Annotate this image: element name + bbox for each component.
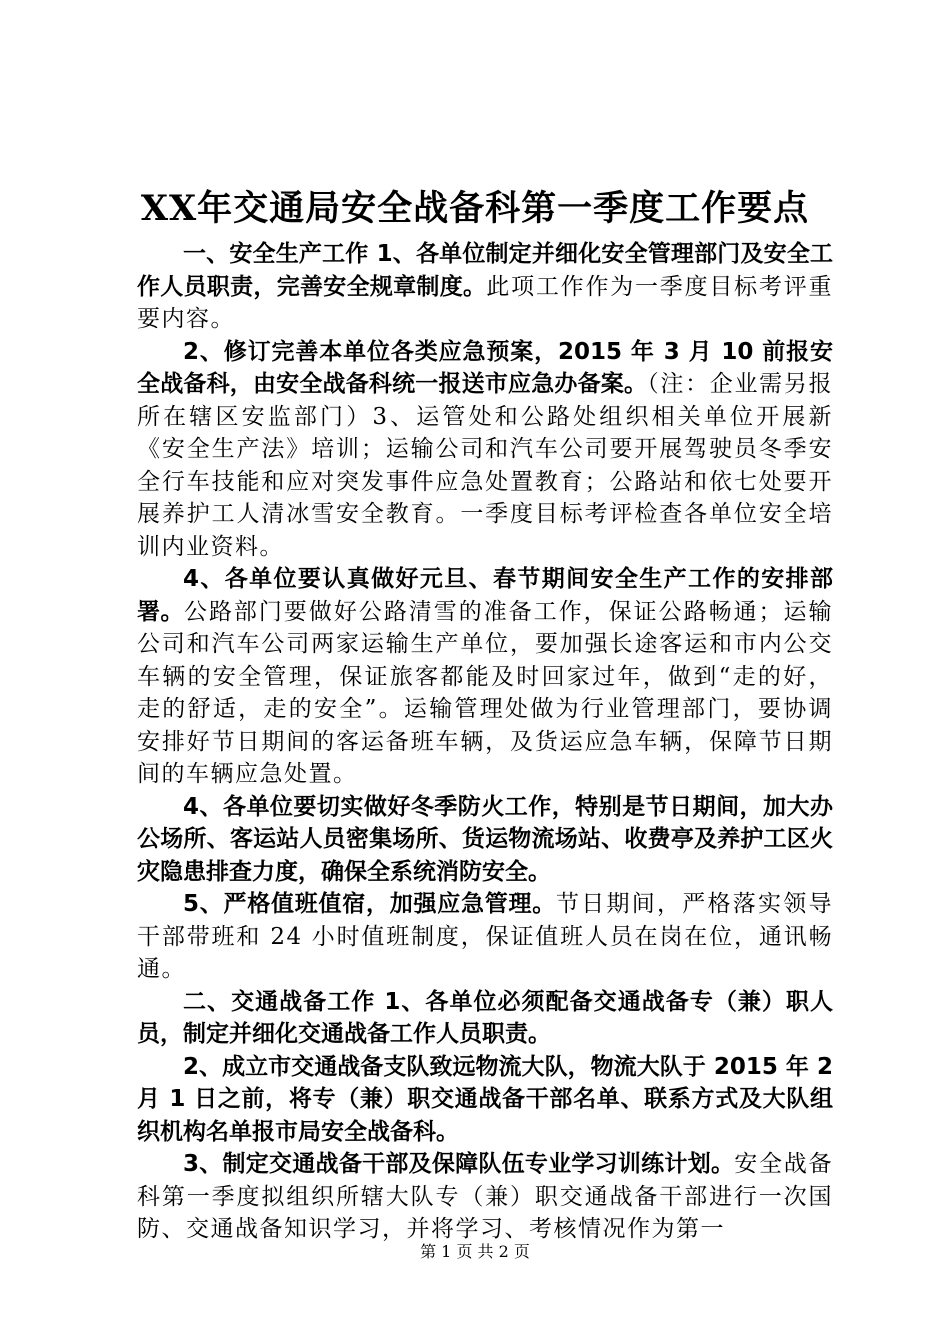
page-footer: 第 1 页 共 2 页: [420, 1242, 530, 1261]
paragraph-normal-text: 安全战备科第一季度拟组织所辖大队专（兼）职交通战备干部进行一次国防、交通战备知识学习，并将学习、考核情况作为第一: [137, 1151, 833, 1242]
paragraph-normal-text: 公路部门要做好公路清雪的准备工作，保证公路畅通；运输公司和汽车公司两家运输生产单位，要加强长途客运和市内公交车辆的安全管理，保证旅客都能及时回家过年，做到“走的好，走的舒适，走的安全”。运输管理处做为行业管理部门，要协调安排好节日期间的客运备班车辆，及货运应急车辆，保障节日期间的车辆应急处置。: [137, 598, 834, 787]
paragraph-bold-text: 3、制定交通战备干部及保障队伍专业学习训练计划。: [183, 1151, 735, 1177]
paragraph: [137, 238, 833, 336]
paragraph-bold-text: 一、安全生产工作 1、各单位制定并细化安全管理部门及安全工作人员职责，完善安全规章制度。: [137, 241, 833, 300]
paragraph: [137, 336, 833, 564]
paragraph: [137, 986, 833, 1051]
paragraph: [137, 1051, 833, 1149]
document-title: XX年交通局安全战备科第一季度工作要点: [140, 188, 810, 229]
paragraph-normal-text: 节日期间，严格落实领导干部带班和 24 小时值班制度，保证值班人员在岗在位，通讯畅通。: [137, 891, 833, 982]
paragraph-bold-text: 二、交通战备工作 1、各单位必须配备交通战备专（兼）职人员，制定并细化交通战备工作人员职责。: [137, 988, 833, 1047]
paragraph-normal-text: （注：企业需另报所在辖区安监部门）3、运管处和公路处组织相关单位开展新《安全生产法》培训；运输公司和汽车公司要开展驾驶员冬季安全行车技能和应对突发事件应急处置教育；公路站和依七处要开展养护工人清冰雪安全教育。一季度目标考评检查各单位安全培训内业资料。: [137, 371, 834, 560]
paragraph-bold-text: 2、成立市交通战备支队致远物流大队，物流大队于 2015 年 2 月 1 日之前，将专（兼）职交通战备干部名单、联系方式及大队组织机构名单报市局安全战备科。: [137, 1053, 833, 1145]
paragraph-bold-text: 4、各单位要认真做好元旦、春节期间安全生产工作的安排部署。: [137, 566, 833, 625]
paragraph-bold-text: 4、各单位要切实做好冬季防火工作，特别是节日期间，加大办公场所、客运站人员密集场所、货运物流场站、收费亭及养护工区火灾隐患排查力度，确保全系统消防安全。: [137, 793, 833, 885]
paragraph-normal-text: 此项工作作为一季度目标考评重要内容。: [137, 273, 834, 332]
paragraph: [137, 1148, 833, 1246]
document-body: [137, 238, 833, 1246]
paragraph: [137, 888, 833, 986]
paragraph: [137, 563, 833, 791]
paragraph-bold-text: 5、严格值班值宿，加强应急管理。: [183, 891, 556, 917]
paragraph-bold-text: 2、修订完善本单位各类应急预案，2015 年 3 月 10 前报安全战备科，由安全战备科统一报送市应急办备案。: [137, 338, 833, 397]
paragraph: [137, 791, 833, 889]
